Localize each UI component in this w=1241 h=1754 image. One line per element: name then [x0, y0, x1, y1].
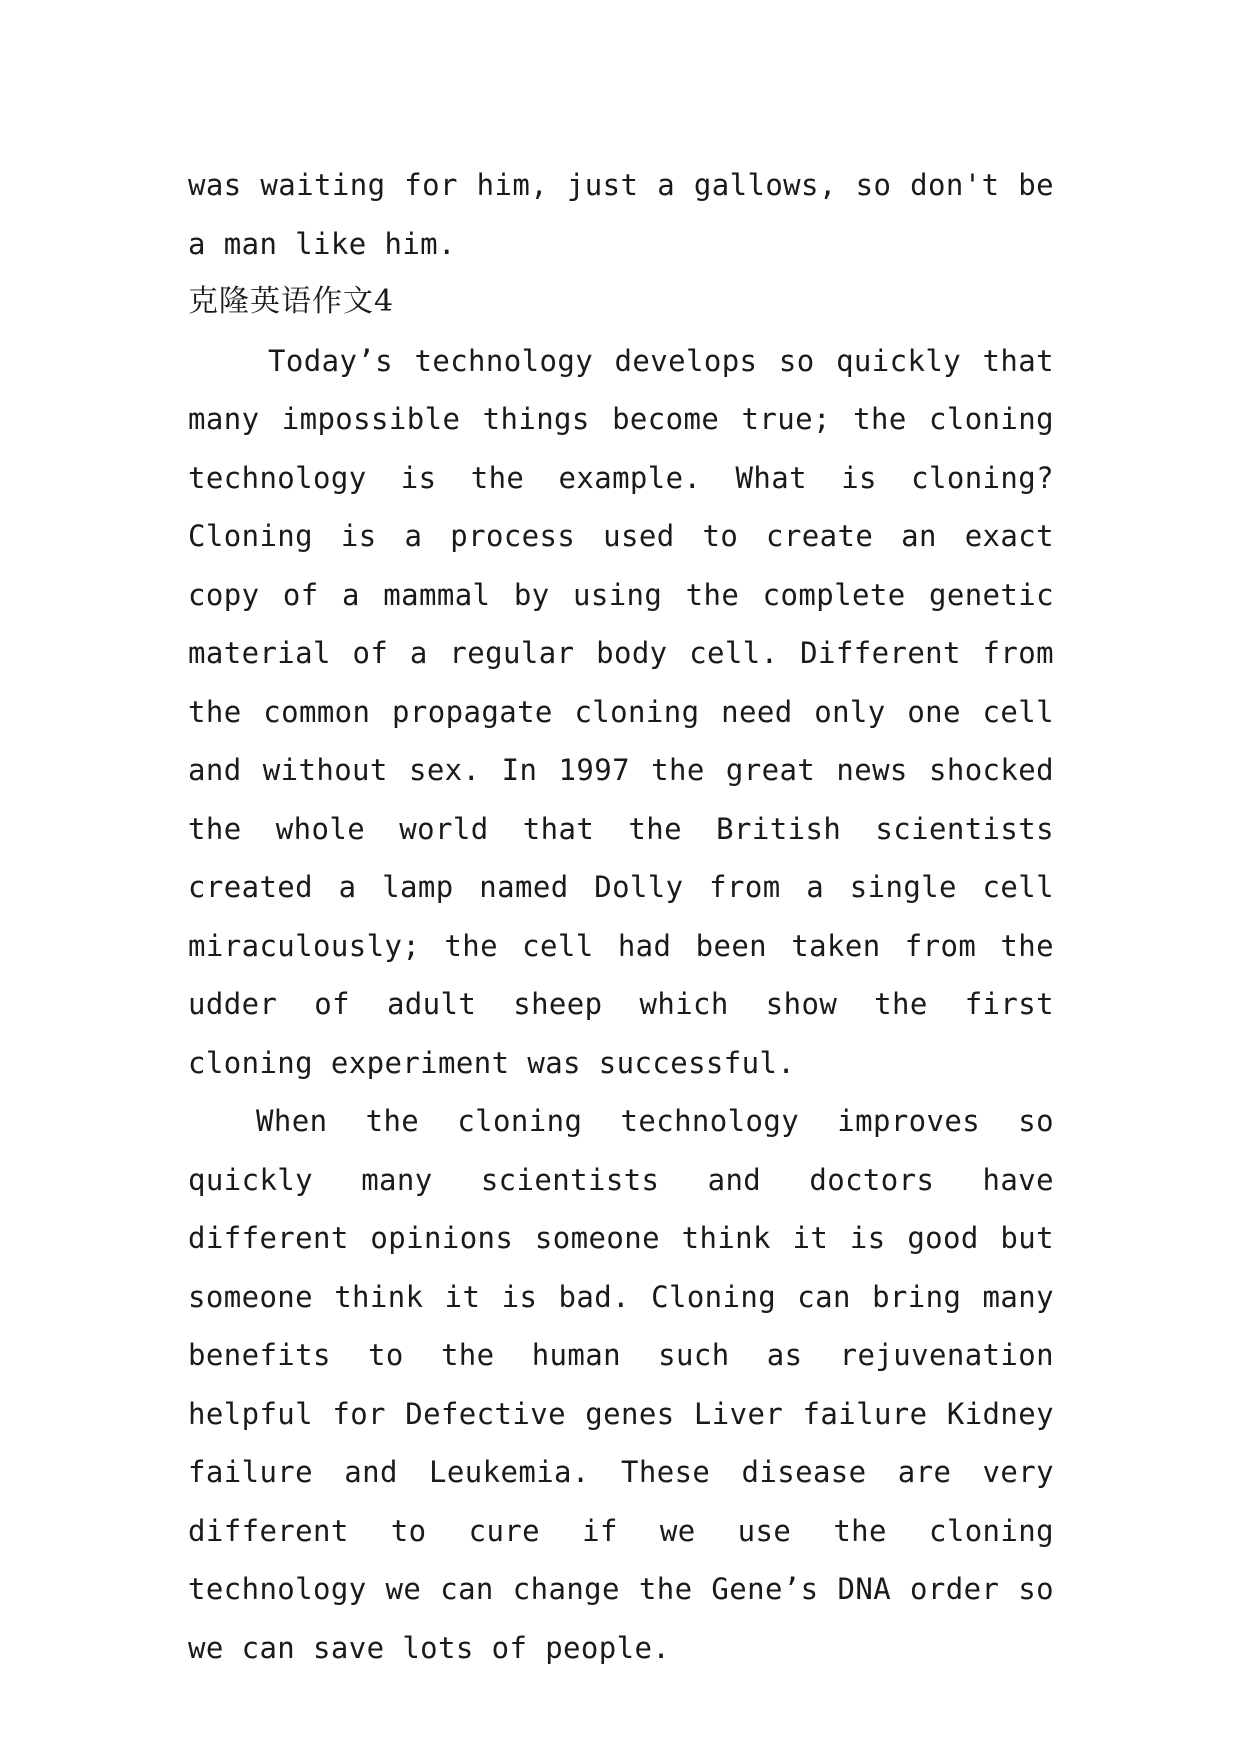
- body-paragraph-2: When the cloning technology improves so quickly many scientists and doctors have different opinions someone think it is good but someone think it is bad. Cloning can bring many benefits to the human such as rejuvenation helpful for Defective genes Liver failure Kidney failure and Leukemia. These disease are very different to cure if we use the cloning technology we can change the Gene’s DNA order so we can save lots of people.: [188, 1104, 1054, 1665]
- document-page: [188, 156, 1054, 1677]
- section-heading: 克隆英语作文4: [188, 284, 395, 319]
- body-paragraph-1: Today’s technology develops so quickly that many impossible things become true; the cloning technology is the example. What is cloning? Cloning is a process used to create an exact copy of a mammal by using the complete genetic material of a regular body cell. Different from the common propagate cloning need only one cell and without sex. In 1997 the great news shocked the whole world that the British scientists created a lamp named Dolly from a single cell miraculously; the cell had been taken from the udder of adult sheep which show the first cloning experiment was successful.: [188, 343, 1054, 1080]
- continuation-paragraph: was waiting for him, just a gallows, so don't be a man like him.: [188, 168, 1054, 261]
